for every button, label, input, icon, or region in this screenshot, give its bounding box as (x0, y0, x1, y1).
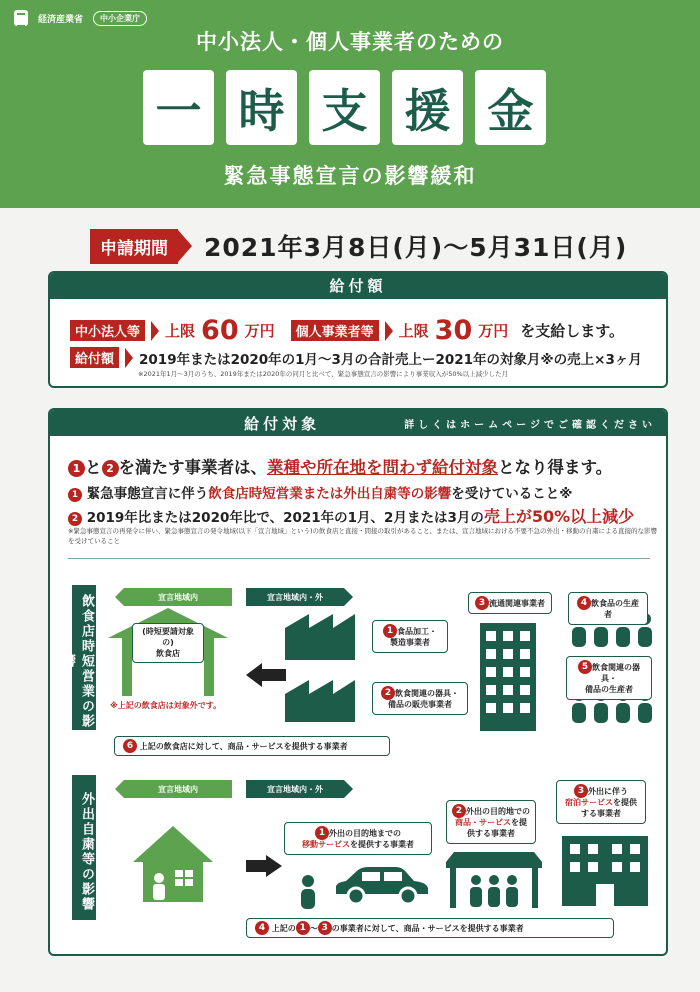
text: 流通関連事業者 (489, 599, 545, 608)
number-badge-1: 1 (68, 488, 82, 502)
condition-1 (68, 482, 572, 502)
house-icon (133, 822, 213, 902)
number-badge: 2 (381, 686, 395, 700)
region-inside-outside-bar: 宣言地域内・外 (246, 588, 344, 606)
corp-label: 中小法人等 (70, 320, 145, 341)
text: を受けていること※ (451, 486, 573, 502)
text: 飲食関連の器具・ 備品の販売事業者 (388, 689, 459, 709)
text: 外出の目的地までの (329, 829, 401, 838)
amount-heading: 給付額 (50, 273, 666, 299)
side-label-outing: 外出自粛等の影響 (72, 775, 96, 920)
text: の事業者に対して、商品・サービスを提供する事業者 (331, 924, 524, 933)
callout-destination-service (446, 800, 536, 844)
number-badge-4: 4 (255, 921, 269, 935)
title-char: 支 (309, 70, 380, 145)
corp-unit: 万円 (244, 322, 275, 340)
number-badge: 1 (296, 921, 310, 935)
period-arrow-icon (178, 230, 192, 262)
text: 飲食関連の器具・ 備品の生産者 (585, 663, 640, 694)
hotel-icon (562, 836, 652, 906)
hero-subtitle: 中小法人・個人事業者のための (196, 30, 504, 54)
text: ～ (309, 924, 318, 933)
formula-text: 2019年または2020年の1月～3月の合計売上ー2021年の対象月※の売上×3ヶ月 (139, 351, 642, 368)
highlight-text: 飲食店時短営業または外出自粛等の影響 (208, 486, 452, 502)
restaurant-note: ※上記の飲食店は対象外です。 (110, 701, 222, 710)
amount-suffix: を支給します。 (520, 322, 625, 340)
callout-lodging-service (556, 780, 646, 824)
formula-row (70, 347, 642, 368)
number-badge: 1 (315, 826, 329, 840)
condition-2 (68, 504, 634, 527)
agency-logo: 中小企業庁 (93, 11, 147, 26)
number-badge: 3 (574, 784, 588, 798)
restaurant-label: (時短要請対象の) 飲食店 (132, 623, 204, 663)
highlight-text: 移動サービス (302, 840, 350, 849)
text: と (85, 458, 102, 477)
corp-prefix: 上限 (165, 322, 196, 340)
highlight-text: 宿泊サービス (565, 798, 613, 807)
divider (68, 558, 650, 559)
callout-transport-service (284, 822, 432, 855)
indiv-unit: 万円 (478, 322, 509, 340)
highlight-text: 売上が50%以上減少 (483, 507, 635, 526)
callout-equipment-producers (566, 656, 652, 700)
side-label-restaurant: 飲食店時短営業の影響 (72, 585, 96, 730)
number-badge-1: 1 (68, 460, 85, 477)
region-inside-outside-bar: 宣言地域内・外 (246, 780, 344, 798)
storefront-icon (446, 852, 542, 908)
meti-logo-icon (14, 10, 28, 26)
text: 緊急事態宣言に伴う (86, 486, 209, 502)
region-inside-bar: 宣言地域内 (124, 780, 232, 798)
amount-row (70, 315, 624, 346)
factory-icon (285, 612, 365, 660)
formula-label: 給付額 (70, 347, 119, 368)
callout-distribution (468, 592, 552, 614)
factory-icon (285, 678, 365, 722)
indiv-label: 個人事業者等 (291, 320, 379, 341)
title-char: 時 (226, 70, 297, 145)
arrow-left-icon (246, 663, 286, 687)
text: 飲食品の生産者 (591, 599, 639, 619)
highlight-text: 商品・サービス (455, 818, 511, 827)
text: となり得ます。 (498, 458, 613, 477)
text: 上記の (271, 924, 296, 933)
arrow-icon (385, 321, 393, 341)
region-inside-bar: 宣言地域内 (124, 588, 232, 606)
period-label: 申請期間 (90, 229, 178, 264)
title-char: 一 (143, 70, 214, 145)
callout-food-manufacturer (372, 620, 448, 653)
callout-equipment-seller (372, 682, 468, 715)
hero-banner (0, 0, 700, 208)
eligibility-summary (68, 454, 612, 478)
number-badge: 1 (383, 624, 397, 638)
arrow-icon (151, 321, 159, 341)
text: を提供する事業者 (467, 818, 527, 838)
number-badge: 3 (475, 596, 489, 610)
text: 外出の目的地での (466, 807, 530, 816)
section-b-bottom-note (246, 918, 614, 938)
title-char: 金 (475, 70, 546, 145)
section-a-bottom-note (114, 736, 390, 756)
period-dates: 2021年3月8日(月)～5月31日(月) (204, 233, 628, 262)
number-badge: 4 (577, 596, 591, 610)
number-badge-2: 2 (68, 512, 82, 526)
amount-footnote: ※2021年1月～3月のうち、2019年または2020年の同月と比べて、緊急事態宣言の影響により事業収入が50%以上減少した月 (138, 370, 509, 378)
condition-footnote: ※緊急事態宣言の再発令に伴い、緊急事態宣言の発令地域(以下「宣言地域」という)の飲食店と直接・間接の取引があること、または、宣言地域における不要不急の外出・移動の自粛による直接的な影響を受けていること (68, 527, 658, 545)
text: 食品加工・ 製造事業者 (390, 627, 437, 647)
arrow-icon (125, 348, 133, 368)
ministry-name: 経済産業省 (38, 14, 84, 25)
logo-row (14, 10, 147, 26)
number-badge: 5 (578, 660, 592, 674)
text: を提供する事業者 (350, 840, 414, 849)
person-icon (298, 874, 328, 910)
corp-value: 60 (201, 315, 239, 346)
number-badge-6: 6 (123, 739, 137, 753)
callout-food-producers (568, 592, 648, 625)
car-icon (332, 864, 432, 908)
target-heading: 給付対象 (244, 414, 321, 433)
text: 外出に伴う (588, 787, 628, 796)
highlight-text: 業種や所在地を問わず給付対象 (267, 458, 498, 477)
number-badge: 2 (452, 804, 466, 818)
amount-section (48, 271, 668, 388)
number-badge: 3 (318, 921, 332, 935)
text: 上記の飲食店に対して、商品・サービスを提供する事業者 (139, 742, 348, 751)
number-badge-2: 2 (102, 460, 119, 477)
hero-caption: 緊急事態宣言の影響緩和 (223, 164, 477, 188)
homepage-note: 詳しくはホームページでご確認ください (404, 419, 656, 431)
indiv-prefix: 上限 (398, 322, 429, 340)
indiv-value: 30 (434, 315, 473, 346)
text: 2019年比または2020年比で、2021年の1月、2月または3月の (86, 510, 484, 526)
application-period (90, 228, 627, 264)
arrow-right-icon (246, 855, 282, 877)
target-header (50, 410, 666, 436)
office-building-icon (480, 623, 540, 733)
text: を提供する事業者 (581, 798, 637, 818)
title-boxes (143, 70, 546, 145)
text: を満たす事業者は、 (118, 458, 267, 477)
title-char: 援 (392, 70, 463, 145)
